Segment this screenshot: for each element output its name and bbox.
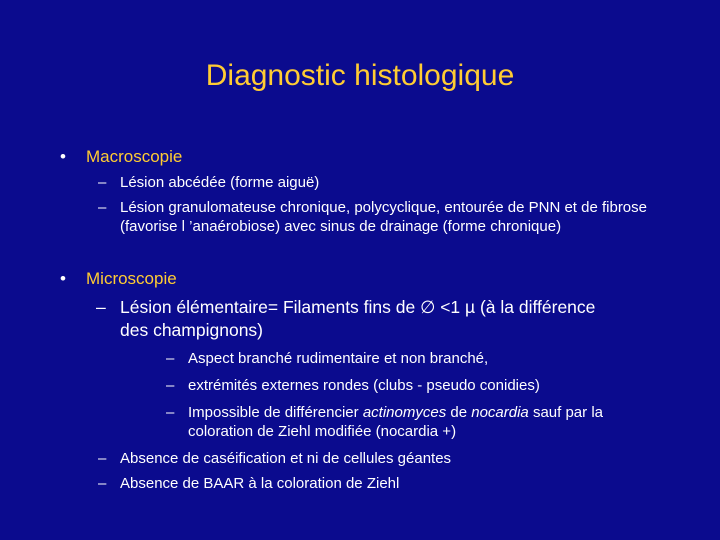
list-item-macro-2 [98,198,663,236]
list-item-micro-sub-1 [166,349,666,368]
list-item-micro-sub-2 [166,376,666,395]
lesion-elementaire: Lésion élémentaire= Filaments fins de ∅ <1 µ (à la différence des champignons) [120,297,596,340]
micro-sub-3-nocardia: nocardia [471,404,529,421]
list-item-macro-1 [98,173,658,192]
list-item-micro-1 [98,449,658,468]
list-item-lesion-elementaire [96,296,616,342]
microscopie-heading: Microscopie [86,269,177,288]
bullet-macroscopie [60,146,182,168]
slide-title: Diagnostic histologique [205,59,515,92]
dash-icon: – [98,199,107,216]
micro-sub-3-text-b: de [446,404,472,421]
micro-item-2: Absence de BAAR à la coloration de Ziehl [120,475,400,492]
micro-sub-3-text-c: sauf par la coloration de Ziehl modifiée (nocardia +) [188,404,603,440]
bullet-microscopie [60,268,177,290]
dash-icon: – [96,297,106,317]
list-item-micro-2 [98,474,658,493]
macro-item-1: Lésion abcédée (forme aiguë) [120,174,320,191]
micro-item-1: Absence de caséification et ni de cellules géantes [120,450,452,467]
macroscopie-heading: Macroscopie [86,147,183,166]
bullet-icon: • [60,269,66,288]
micro-sub-item-1: Aspect branché rudimentaire et non branché, [188,350,489,367]
dash-icon: – [166,377,175,394]
micro-sub-3-actinomyces: actinomyces [362,404,447,421]
list-item-micro-sub-3 [166,403,656,441]
dash-icon: – [98,450,107,467]
micro-sub-3-text-a: Impossible de différencier [188,404,363,421]
micro-sub-item-2: extrémités externes rondes (clubs - pseudo conidies) [188,377,540,394]
bullet-icon: • [60,147,66,166]
dash-icon: – [98,475,107,492]
macro-item-2: Lésion granulomateuse chronique, polycyclique, entourée de PNN et de fibrose (favorise l ’anaérobiose) avec sinus de drainage (forme chronique) [120,199,647,235]
dash-icon: – [166,404,175,421]
dash-icon: – [166,350,175,367]
micro-sub-item-3 [166,403,656,441]
dash-icon: – [98,174,107,191]
